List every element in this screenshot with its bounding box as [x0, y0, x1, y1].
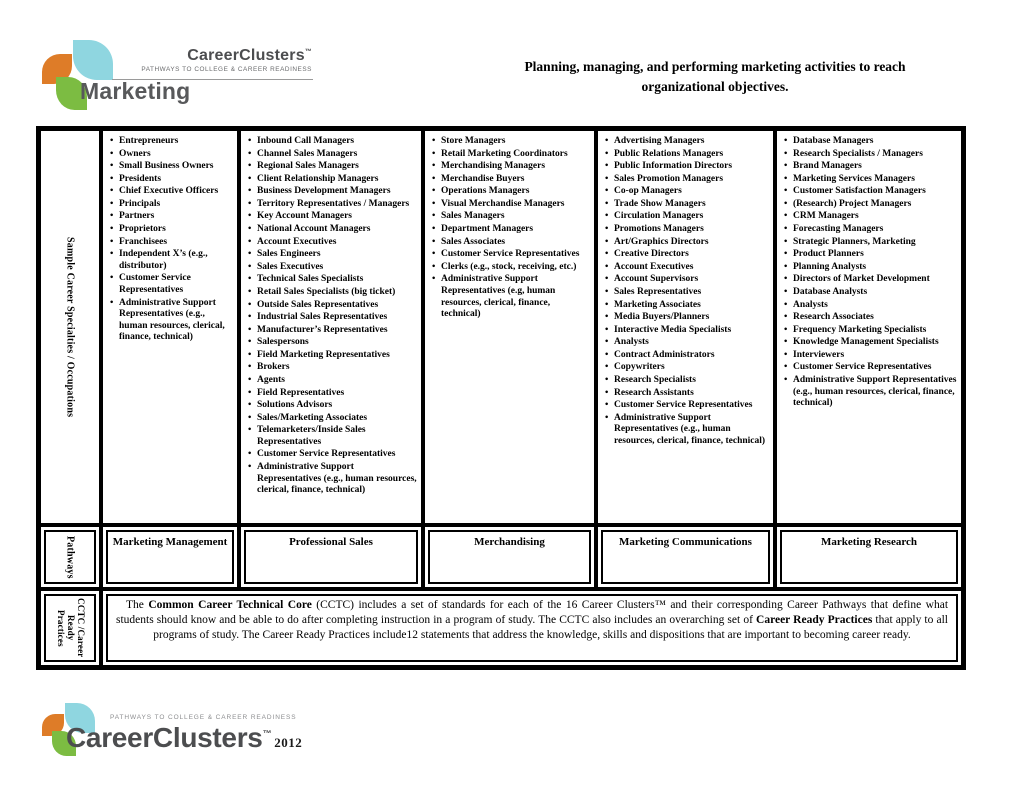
cctc-row-label: CCTC /Career Ready Practices — [56, 598, 86, 658]
occupation-item: • Solutions Advisors — [245, 400, 417, 412]
occupation-item: • Client Relationship Managers — [245, 174, 417, 186]
occupation-item: • Field Representatives — [245, 388, 417, 400]
occupation-item: • Operations Managers — [429, 186, 590, 198]
occupation-item: • Analysts — [602, 337, 769, 349]
occupation-item: • Customer Service Representatives — [781, 362, 957, 374]
occupations-list-merchandising — [421, 131, 594, 523]
occupation-item: • Merchandise Buyers — [429, 174, 590, 186]
occupation-item: • Principals — [107, 199, 233, 211]
occupation-item: • Owners — [107, 149, 233, 161]
occupation-item: • Forecasting Managers — [781, 224, 957, 236]
occupation-item: • Field Marketing Representatives — [245, 350, 417, 362]
occupation-item: • Sales Promotion Managers — [602, 174, 769, 186]
pathways-row — [41, 523, 961, 591]
footer-trademark-symbol: ™ — [262, 728, 272, 739]
occupation-item: • Key Account Managers — [245, 211, 417, 223]
occupation-item: • Database Analysts — [781, 287, 957, 299]
occupation-item: • Customer Service Representatives — [602, 400, 769, 412]
occupation-item: • Interactive Media Specialists — [602, 325, 769, 337]
occupation-item: • Merchandising Managers — [429, 161, 590, 173]
occupation-item: • (Research) Project Managers — [781, 199, 957, 211]
cctc-paragraph: The Common Career Technical Core (CCTC) includes a set of standards for each of the 16 Career Clusters™ and their corresponding Career Pathways that define what students should know and be able to do after completing instruction in a program of study. The CCTC also includes an overarching set of Career Ready Practices that apply to all programs of study. The Career Ready Practices include12 statements that address the knowledge, skills and dispositions that are important to becoming career ready. — [106, 594, 958, 662]
occupations-list-marketing-research — [773, 131, 961, 523]
pathway-name: Marketing Management — [106, 530, 234, 584]
pathway-cell-marketing-research — [773, 527, 961, 587]
occupation-item: • Research Associates — [781, 312, 957, 324]
occupation-item: • Media Buyers/Planners — [602, 312, 769, 324]
occupation-item: • Sales Representatives — [602, 287, 769, 299]
occupations-row — [41, 131, 961, 523]
occupation-item: • Circulation Managers — [602, 211, 769, 223]
occupations-row-label-cell — [41, 131, 99, 523]
pathway-name: Marketing Research — [780, 530, 958, 584]
document-title — [450, 57, 980, 96]
occupation-item: • Database Managers — [781, 136, 957, 148]
occupation-item: • Promotions Managers — [602, 224, 769, 236]
occupation-item: • Account Supervisors — [602, 274, 769, 286]
occupation-item: • Research Assistants — [602, 388, 769, 400]
occupation-item: • Franchisees — [107, 237, 233, 249]
occupation-item: • Administrative Support Representatives (e.g., human resources, clerical, finance, technical) — [781, 375, 957, 410]
occupations-list-professional-sales — [237, 131, 421, 523]
occupation-item: • Proprietors — [107, 224, 233, 236]
occupation-item: • Analysts — [781, 300, 957, 312]
occupation-item: • Marketing Associates — [602, 300, 769, 312]
career-pathways-table — [36, 126, 966, 670]
occupation-item: • Frequency Marketing Specialists — [781, 325, 957, 337]
occupation-item: • Administrative Support Representatives (e.g., human resources, clerical, finance, technical) — [107, 298, 233, 344]
occupation-item: • Strategic Planners, Marketing — [781, 237, 957, 249]
occupation-item: • Manufacturer’s Representatives — [245, 325, 417, 337]
footer-wordmark — [66, 722, 302, 754]
occupations-list-marketing-communications — [594, 131, 773, 523]
logo-leaf-teal-icon — [73, 40, 113, 80]
document-title-line2: organizational objectives. — [641, 78, 789, 94]
occupation-item: • Small Business Owners — [107, 161, 233, 173]
occupation-item: • Department Managers — [429, 224, 590, 236]
pathways-row-label: Pathways — [64, 535, 76, 579]
occupation-item: • Store Managers — [429, 136, 590, 148]
occupation-item: • Account Executives — [245, 237, 417, 249]
occupation-item: • Sales Associates — [429, 237, 590, 249]
footer-tagline: PATHWAYS TO COLLEGE & CAREER READINESS — [110, 714, 297, 721]
occupation-item: • Inbound Call Managers — [245, 136, 417, 148]
occupation-item: • Customer Service Representatives — [107, 273, 233, 296]
cctc-paragraph-cell — [99, 591, 961, 665]
occupations-row-label: Sample Career Specialties / Occupations — [64, 236, 76, 418]
occupation-item: • Marketing Services Managers — [781, 174, 957, 186]
pathway-cell-professional-sales — [237, 527, 421, 587]
occupation-item: • Interviewers — [781, 350, 957, 362]
occupation-item: • Retail Marketing Coordinators — [429, 149, 590, 161]
occupation-item: • Brokers — [245, 362, 417, 374]
pathway-cell-marketing-management — [99, 527, 237, 587]
occupation-item: • Presidents — [107, 174, 233, 186]
pathway-cell-marketing-communications — [594, 527, 773, 587]
occupation-item: • Administrative Support Representatives (e.g., human resources, clerical, finance, technical) — [602, 413, 769, 448]
pathway-cell-merchandising — [421, 527, 594, 587]
occupation-item: • Advertising Managers — [602, 136, 769, 148]
occupation-item: • Art/Graphics Directors — [602, 237, 769, 249]
occupation-item: • Channel Sales Managers — [245, 149, 417, 161]
occupation-item: • Independent X’s (e.g., distributor) — [107, 249, 233, 272]
occupation-item: • Account Executives — [602, 262, 769, 274]
cluster-name: Marketing — [80, 78, 191, 104]
occupation-item: • Partners — [107, 211, 233, 223]
occupation-item: • Trade Show Managers — [602, 199, 769, 211]
occupation-item: • Knowledge Management Specialists — [781, 337, 957, 349]
occupation-item: • Creative Directors — [602, 249, 769, 261]
brand-tagline: PATHWAYS TO COLLEGE & CAREER READINESS — [141, 66, 312, 73]
trademark-symbol: ™ — [304, 48, 312, 56]
occupation-item: • Product Planners — [781, 249, 957, 261]
occupation-item: • Sales Managers — [429, 211, 590, 223]
occupation-item: • Research Specialists / Managers — [781, 149, 957, 161]
occupation-item: • Sales Engineers — [245, 249, 417, 261]
cctc-row-label-cell — [41, 591, 99, 665]
occupation-item: • National Account Managers — [245, 224, 417, 236]
occupation-item: • Clerks (e.g., stock, receiving, etc.) — [429, 262, 590, 274]
pathway-name: Merchandising — [428, 530, 591, 584]
document-title-line1: Planning, managing, and performing marketing activities to reach — [524, 59, 906, 74]
occupation-item: • Administrative Support Representatives (e.g., human resources, clerical, finance, technical) — [245, 462, 417, 497]
occupation-item: • Administrative Support Representatives (e.g, human resources, clerical, finance, technical) — [429, 274, 590, 320]
occupation-item: • Contract Administrators — [602, 350, 769, 362]
occupation-item: • Directors of Market Development — [781, 274, 957, 286]
occupation-item: • Customer Service Representatives — [245, 449, 417, 461]
occupation-item: • Public Information Directors — [602, 161, 769, 173]
footer-year: 2012 — [274, 735, 303, 750]
occupation-item: • Public Relations Managers — [602, 149, 769, 161]
occupation-item: • Regional Sales Managers — [245, 161, 417, 173]
occupation-item: • Research Specialists — [602, 375, 769, 387]
brand-name: CareerClusters™ — [187, 47, 312, 64]
brand-block — [140, 47, 312, 73]
occupation-item: • Salespersons — [245, 337, 417, 349]
occupation-item: • Technical Sales Specialists — [245, 274, 417, 286]
footer-brand-name: CareerClusters — [66, 722, 263, 753]
pathway-name: Professional Sales — [244, 530, 418, 584]
occupation-item: • CRM Managers — [781, 211, 957, 223]
occupation-item: • Copywriters — [602, 362, 769, 374]
occupation-item: • Sales Executives — [245, 262, 417, 274]
occupation-item: • Sales/Marketing Associates — [245, 413, 417, 425]
occupation-item: • Co-op Managers — [602, 186, 769, 198]
cctc-row — [41, 591, 961, 665]
occupation-item: • Visual Merchandise Managers — [429, 199, 590, 211]
occupation-item: • Customer Service Representatives — [429, 249, 590, 261]
occupation-item: • Territory Representatives / Managers — [245, 199, 417, 211]
occupation-item: • Outside Sales Representatives — [245, 300, 417, 312]
occupation-item: • Agents — [245, 375, 417, 387]
pathway-name: Marketing Communications — [601, 530, 770, 584]
occupation-item: • Customer Satisfaction Managers — [781, 186, 957, 198]
occupation-item: • Brand Managers — [781, 161, 957, 173]
occupation-item: • Retail Sales Specialists (big ticket) — [245, 287, 417, 299]
occupations-list-marketing-management — [99, 131, 237, 523]
occupation-item: • Business Development Managers — [245, 186, 417, 198]
occupation-item: • Telemarketers/Inside Sales Representatives — [245, 425, 417, 448]
occupation-item: • Entrepreneurs — [107, 136, 233, 148]
pathways-row-label-cell — [41, 527, 99, 587]
occupation-item: • Chief Executive Officers — [107, 186, 233, 198]
occupation-item: • Industrial Sales Representatives — [245, 312, 417, 324]
occupation-item: • Planning Analysts — [781, 262, 957, 274]
